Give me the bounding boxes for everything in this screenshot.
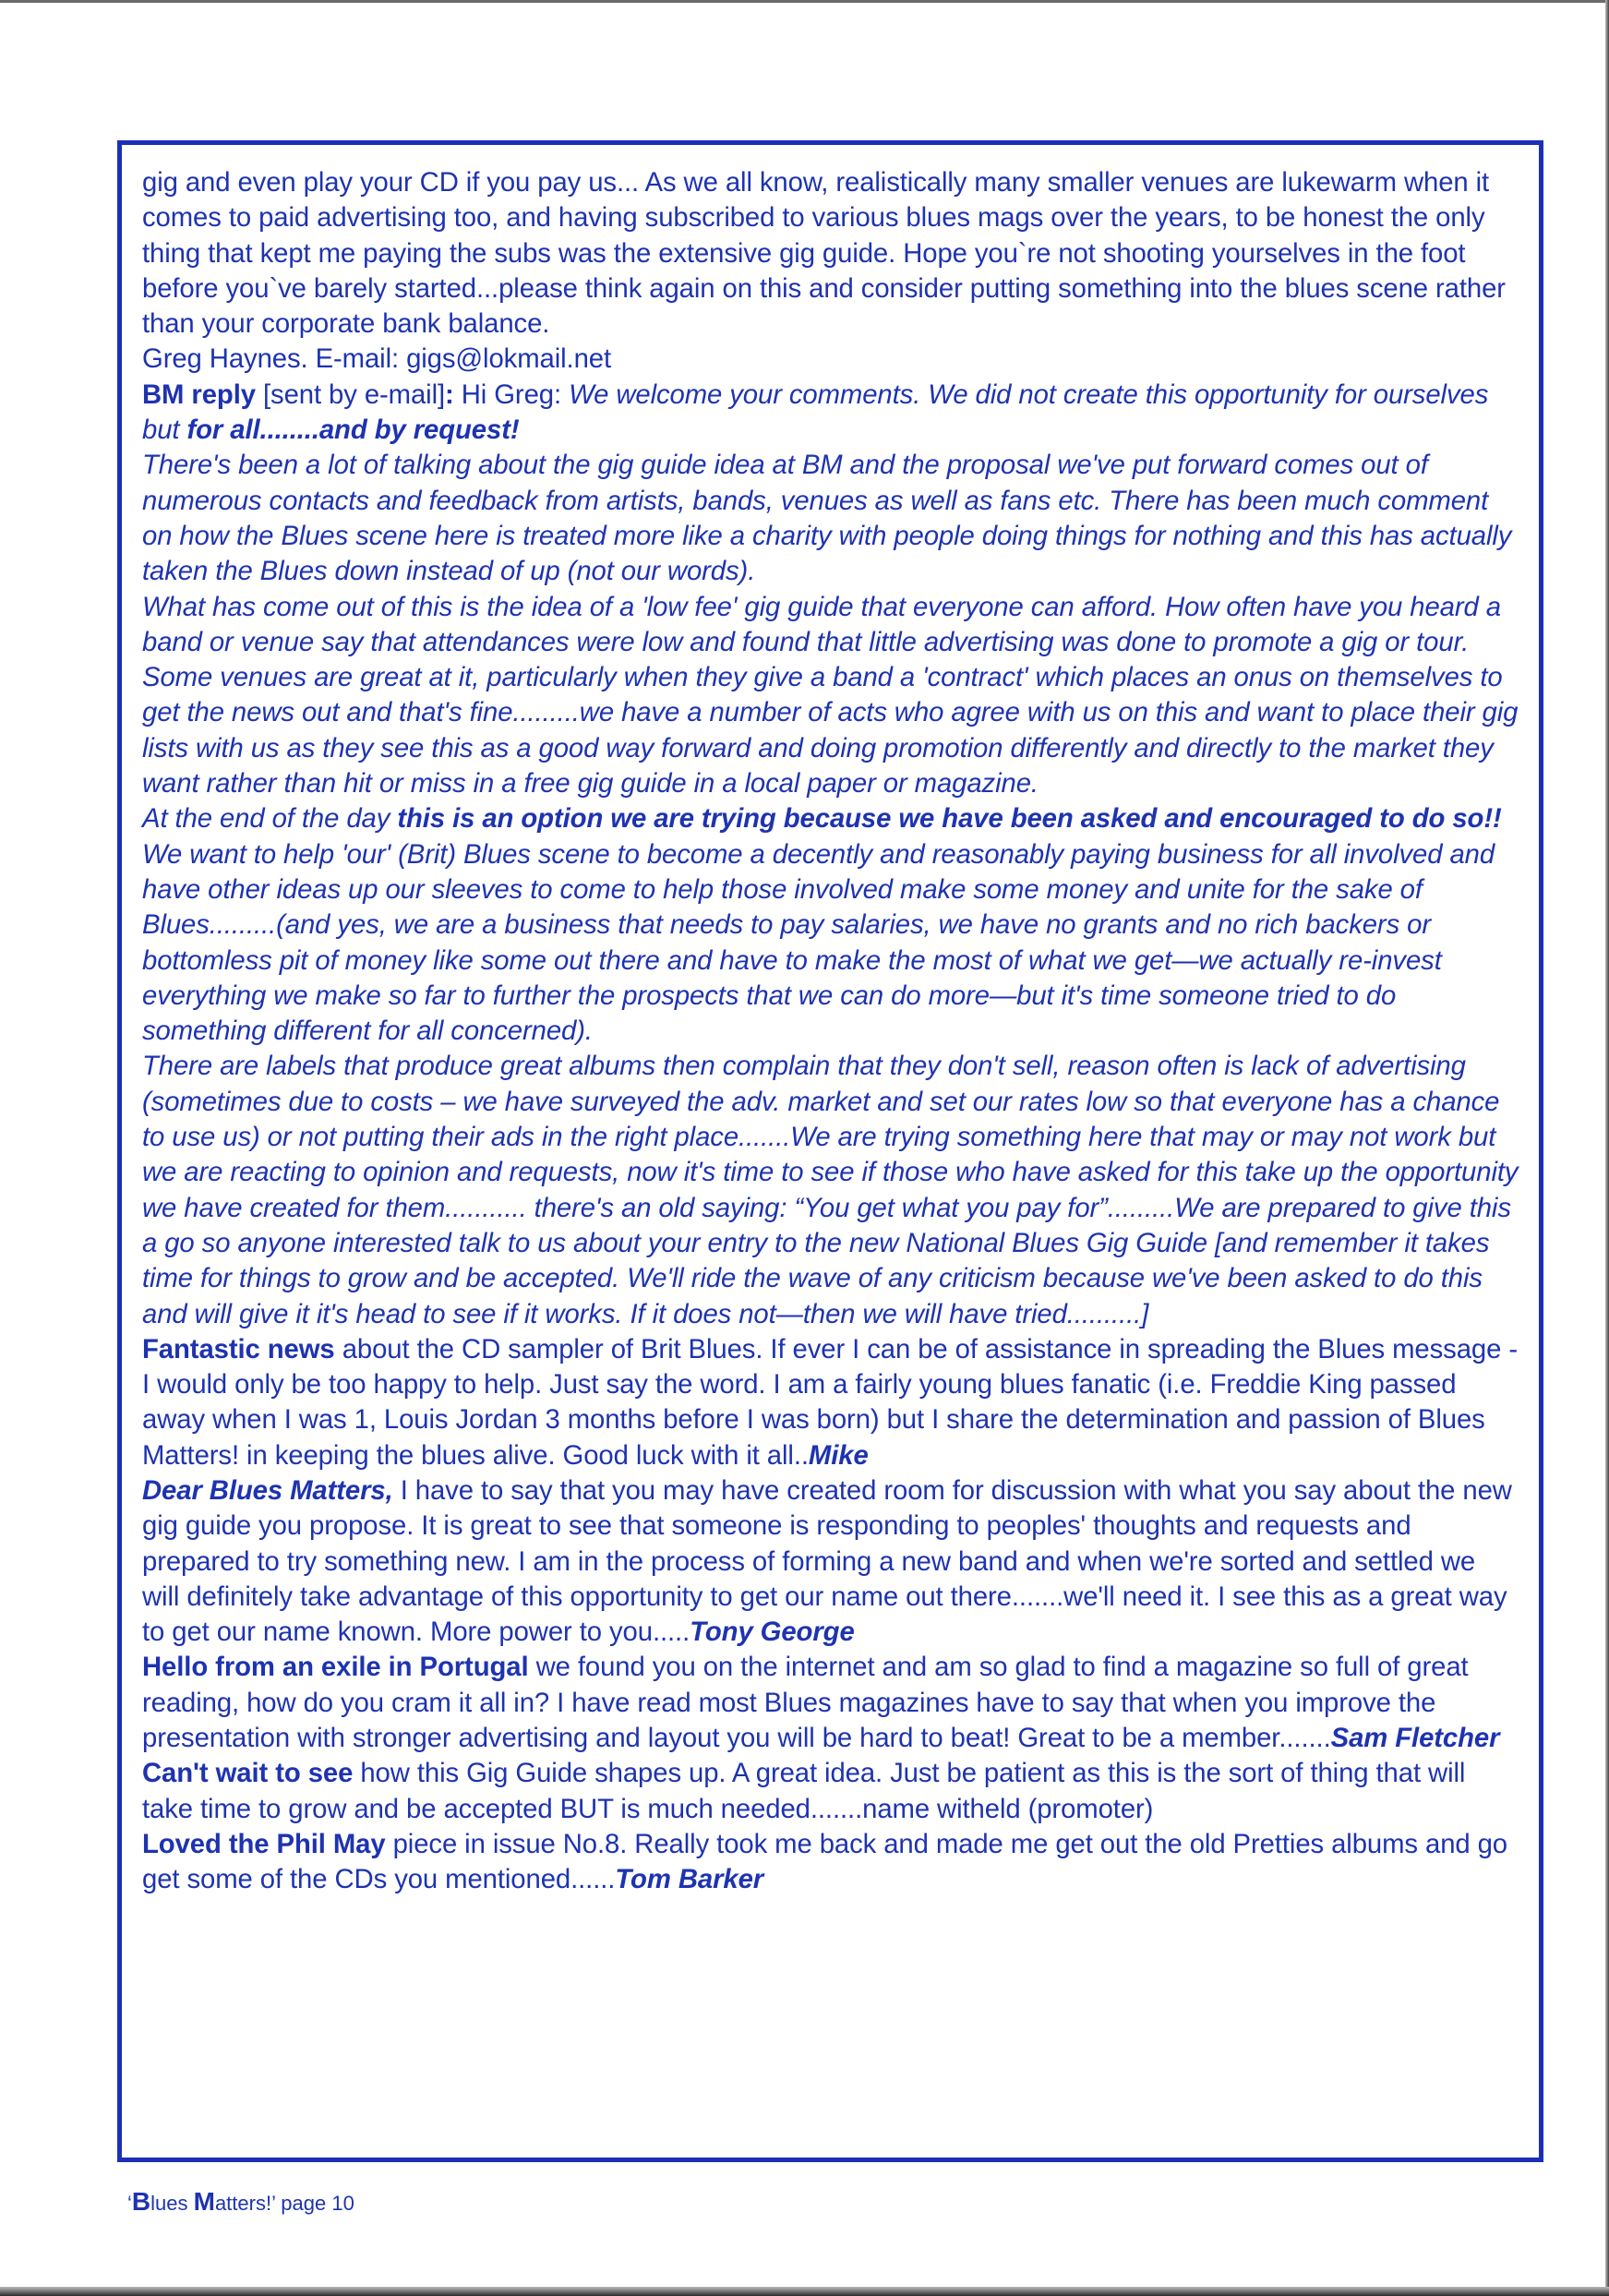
footer-m-initial: M <box>193 2187 215 2216</box>
bm-reply-label: BM reply <box>142 379 256 410</box>
letter-sam-lead: Hello from an exile in Portugal <box>142 1652 529 1683</box>
letter-greg-body: gig and even play your CD if you pay us... As we all know, realistically many smaller venues are lukewarm when it comes to paid advertising too, and having subscribed to various blues mags over the years, to be honest the only thing that kept me paying the subs was the extensive gig guide. Hope you`re not shooting yourselves in the foot before you`ve barely started...please think again on this and consider putting something into the blues scene rather than your corporate bank balance. <box>142 167 1506 340</box>
letter-tom <box>142 1827 1519 1898</box>
letter-mike-signature: Mike <box>808 1439 869 1471</box>
bm-reply-p2: There's been a lot of talking about the gig guide idea at BM and the proposal we've put forward comes out of numerous contacts and feedback from artists, bands, venues as well as fans etc. There has been much comment on how the Blues scene here is treated more like a charity with people doing things for nothing and this has actually taken the Blues down instead of up (not our words). <box>142 450 1512 587</box>
letter-mike-lead: Fantastic news <box>142 1333 335 1364</box>
letter-sam-signature: Sam Fletcher <box>1330 1723 1500 1754</box>
letter-greg <box>142 165 1519 342</box>
footer-b-initial: B <box>131 2187 151 2216</box>
page-footer <box>127 2188 354 2218</box>
bm-reply-p4-italic: At the end of the day <box>142 803 390 835</box>
footer-m-rest: atters!’ <box>214 2192 276 2215</box>
footer-b-rest: lues <box>150 2192 188 2215</box>
bm-reply-p3: What has come out of this is the idea of a 'low fee' gig guide that everyone can afford. How often have you heard a band or venue say that attendances were low and found that little advertising was done to promote a gig or tour. Some venues are great at it, particularly when they give a band a 'contract' which places an onus on themselves to get the news out and that's fine.........we have a number of acts who agree with us on this and want to place their gig lists with us as they see this as a good way forward and doing promotion differently and directly to the market they want rather than hit or miss in a free gig guide in a local paper or magazine. <box>142 591 1519 799</box>
letters-frame <box>117 140 1543 2162</box>
letter-promoter-lead: Can't wait to see <box>142 1758 354 1789</box>
letter-mike <box>142 1332 1519 1473</box>
bm-reply-sent-by: [sent by e-mail] <box>262 379 446 410</box>
letter-tony <box>142 1473 1519 1650</box>
bm-reply-p4-bold: this is an option we are trying because we have been asked and encouraged to do so!! <box>397 803 1502 835</box>
letter-tom-signature: Tom Barker <box>615 1864 764 1895</box>
scan-edge-right <box>1605 0 1609 2296</box>
bm-reply-greeting: Hi Greg: <box>461 379 562 410</box>
bm-reply-p1-bold: for all........and by request! <box>186 415 520 446</box>
letter-promoter-body: how this Gig Guide shapes up. A great idea. Just be patient as this is the sort of thing that will take time to grow and be accepted BUT is much needed.......name witheld (promoter) <box>142 1758 1466 1824</box>
bm-reply-p1-italic: We welcome your comments. We did not create this opportunity for ourselves but <box>142 379 1489 446</box>
letter-sam-body: we found you on the internet and am so glad to find a magazine so full of great reading, how do you cram it all in? I have read most Blues magazines have to say that when you improve the presentation with stronger advertising and layout you will be hard to beat! Great to be a member....... <box>142 1652 1469 1754</box>
footer-page-number: page 10 <box>281 2192 354 2215</box>
letter-tom-lead: Loved the Phil May <box>142 1828 386 1859</box>
bm-reply-p5: We want to help 'our' (Brit) Blues scene to become a decently and reasonably paying business for all involved and have other ideas up our sleeves to come to help those involved make some money and unite for the sake of Blues.........(and yes, we are a business that needs to pay salaries, we have no grants and no rich backers or bottomless pit of money like some out there and have to make the most of what we get—we actually re-invest everything we make so far to further the prospects that we can do more—but it's time someone tried to do something different for all concerned). <box>142 838 1495 1047</box>
bm-reply-intro <box>142 378 1519 449</box>
footer-quote-open: ‘ <box>127 2192 132 2215</box>
bm-reply-p4 <box>142 801 1519 836</box>
scan-edge-bottom <box>0 2287 1609 2296</box>
scan-edge-top <box>0 0 1609 3</box>
letter-greg-signature: Greg Haynes. E-mail: gigs@lokmail.net <box>142 343 611 375</box>
letter-tony-lead: Dear Blues Matters, <box>142 1474 393 1506</box>
letters-content <box>142 165 1519 1898</box>
letter-promoter <box>142 1756 1519 1827</box>
letter-mike-body: about the CD sampler of Brit Blues. If ever I can be of assistance in spreading the Blues message - I would only be too happy to help. Just say the word. I am a fairly young blues fanatic (i.e. Freddie King passed away when I was 1, Louis Jordan 3 months before I was born) but I share the determination and passion of Blues Matters! in keeping the blues alive. Good luck with it all.. <box>142 1333 1519 1471</box>
letter-tony-body: I have to say that you may have created room for discussion with what you say about the new gig guide you propose. It is great to see that someone is responding to peoples' thoughts and requests and prepared to try something new. I am in the process of forming a new band and when we're sorted and settled we will definitely take advantage of this opportunity to get our name out there.......we'll need it. I see this as a great way to get our name known. More power to you..... <box>142 1474 1512 1648</box>
bm-reply-p6: There are labels that produce great albums then complain that they don't sell, reason often is lack of advertising (sometimes due to costs – we have surveyed the adv. market and set our rates low so that everyone has a chance to use us) or not putting their ads in the right place.......We are trying something here that may or may not work but we are reacting to opinion and requests, now it's time to see if those who have asked for this take up the opportunity we have created for them........... there's an old saying: “You get what you pay for”.........We are prepared to give this a go so anyone interested talk to us about your entry to the new National Blues Gig Guide [and remember it takes time for things to grow and be accepted. We'll ride the wave of any criticism because we've been asked to do this and will give it it's head to see if it works. If it does not—then we will have tried..........] <box>142 1051 1519 1329</box>
letter-sam <box>142 1650 1519 1756</box>
letter-tom-body: piece in issue No.8. Really took me back and made me get out the old Pretties albums and go get some of the CDs you mentioned...... <box>142 1828 1508 1895</box>
bm-reply-colon: : <box>445 379 454 410</box>
letter-tony-signature: Tony George <box>690 1617 855 1648</box>
